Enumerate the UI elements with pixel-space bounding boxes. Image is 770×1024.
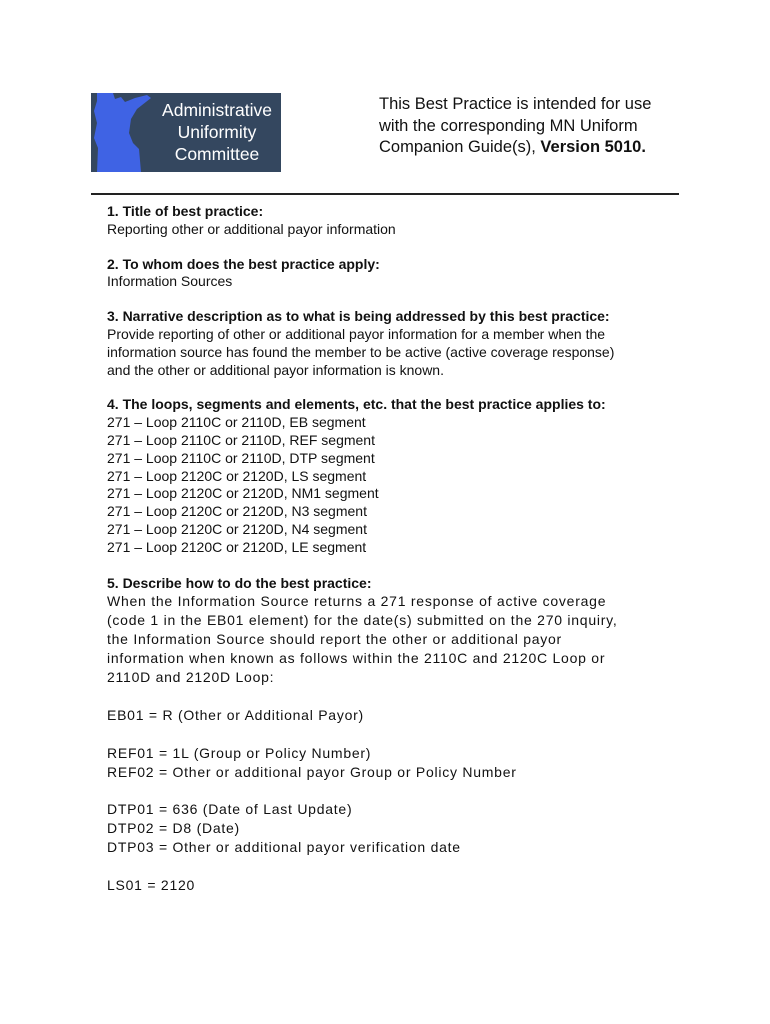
section-line: 271 – Loop 2120C or 2120D, LE segment — [107, 538, 367, 555]
intro-statement — [379, 94, 699, 159]
section-line: Provide reporting of other or additional payor information for a member when the — [107, 325, 606, 342]
section-line: REF01 = 1L (Group or Policy Number) — [107, 744, 372, 761]
section-line: 271 – Loop 2110C or 2110D, REF segment — [107, 431, 375, 448]
section-line: 271 – Loop 2120C or 2120D, LS segment — [107, 467, 367, 484]
section-heading: 4. The loops, segments and elements, etc. that the best practice applies to: — [107, 396, 606, 413]
header-divider — [91, 193, 679, 195]
section-heading: 5. Describe how to do the best practice: — [107, 574, 372, 591]
version-label: Version 5010. — [540, 138, 646, 156]
section-narrative — [107, 308, 707, 379]
section-heading: 3. Narrative description as to what is being addressed by this best practice: — [107, 308, 610, 325]
section-line: DTP01 = 636 (Date of Last Update) — [107, 801, 353, 818]
section-heading: 1. Title of best practice: — [107, 203, 264, 219]
blank-line — [107, 857, 707, 876]
section-line: (code 1 in the EB01 element) for the date(s) submitted on the 270 inquiry, — [107, 612, 618, 629]
section-how-to — [107, 574, 707, 895]
section-line: Reporting other or additional payor information — [107, 220, 396, 237]
section-line: 271 – Loop 2110C or 2110D, EB segment — [107, 414, 366, 431]
section-line: 2110D and 2120D Loop: — [107, 669, 275, 686]
section-loops-segments — [107, 396, 707, 556]
logo-line-committee: Committee — [174, 144, 260, 164]
section-line: 271 – Loop 2120C or 2120D, NM1 segment — [107, 485, 379, 502]
document-body — [107, 203, 707, 912]
intro-line-3 — [379, 137, 699, 159]
section-line: 271 – Loop 2110C or 2110D, DTP segment — [107, 449, 375, 466]
section-line: DTP02 = D8 (Date) — [107, 820, 240, 837]
section-line: When the Information Source returns a 271 response of active coverage — [107, 593, 607, 610]
blank-line — [107, 725, 707, 744]
logo-text — [155, 99, 279, 165]
section-line: DTP03 = Other or additional payor verification date — [107, 839, 461, 856]
logo-line-uniformity: Uniformity — [177, 122, 257, 142]
section-line: information source has found the member to be active (active coverage response) — [107, 343, 615, 360]
minnesota-state-icon — [91, 93, 155, 172]
section-line: LS01 = 2120 — [107, 876, 196, 893]
section-line: EB01 = R (Other or Additional Payor) — [107, 706, 364, 723]
blank-line — [107, 781, 707, 800]
section-line: 271 – Loop 2120C or 2120D, N3 segment — [107, 503, 367, 520]
section-applies-to — [107, 256, 707, 292]
section-line: Information Sources — [107, 273, 233, 290]
section-line: and the other or additional payor information is known. — [107, 361, 444, 378]
section-line: REF02 = Other or additional payor Group or Policy Number — [107, 763, 517, 780]
intro-line-1: This Best Practice is intended for use — [379, 95, 652, 113]
section-line: 271 – Loop 2120C or 2120D, N4 segment — [107, 520, 367, 537]
committee-logo — [91, 93, 281, 172]
section-heading: 2. To whom does the best practice apply: — [107, 255, 380, 272]
logo-line-administrative: Administrative — [162, 100, 272, 120]
section-line: the Information Source should report the other or additional payor — [107, 631, 562, 648]
blank-line — [107, 687, 707, 706]
section-line: information when known as follows within the 2110C and 2120C Loop or — [107, 650, 606, 667]
intro-line-2: with the corresponding MN Uniform — [379, 116, 638, 135]
intro-line-3-text: Companion Guide(s), — [379, 138, 541, 156]
section-title-of-best-practice — [107, 203, 707, 239]
